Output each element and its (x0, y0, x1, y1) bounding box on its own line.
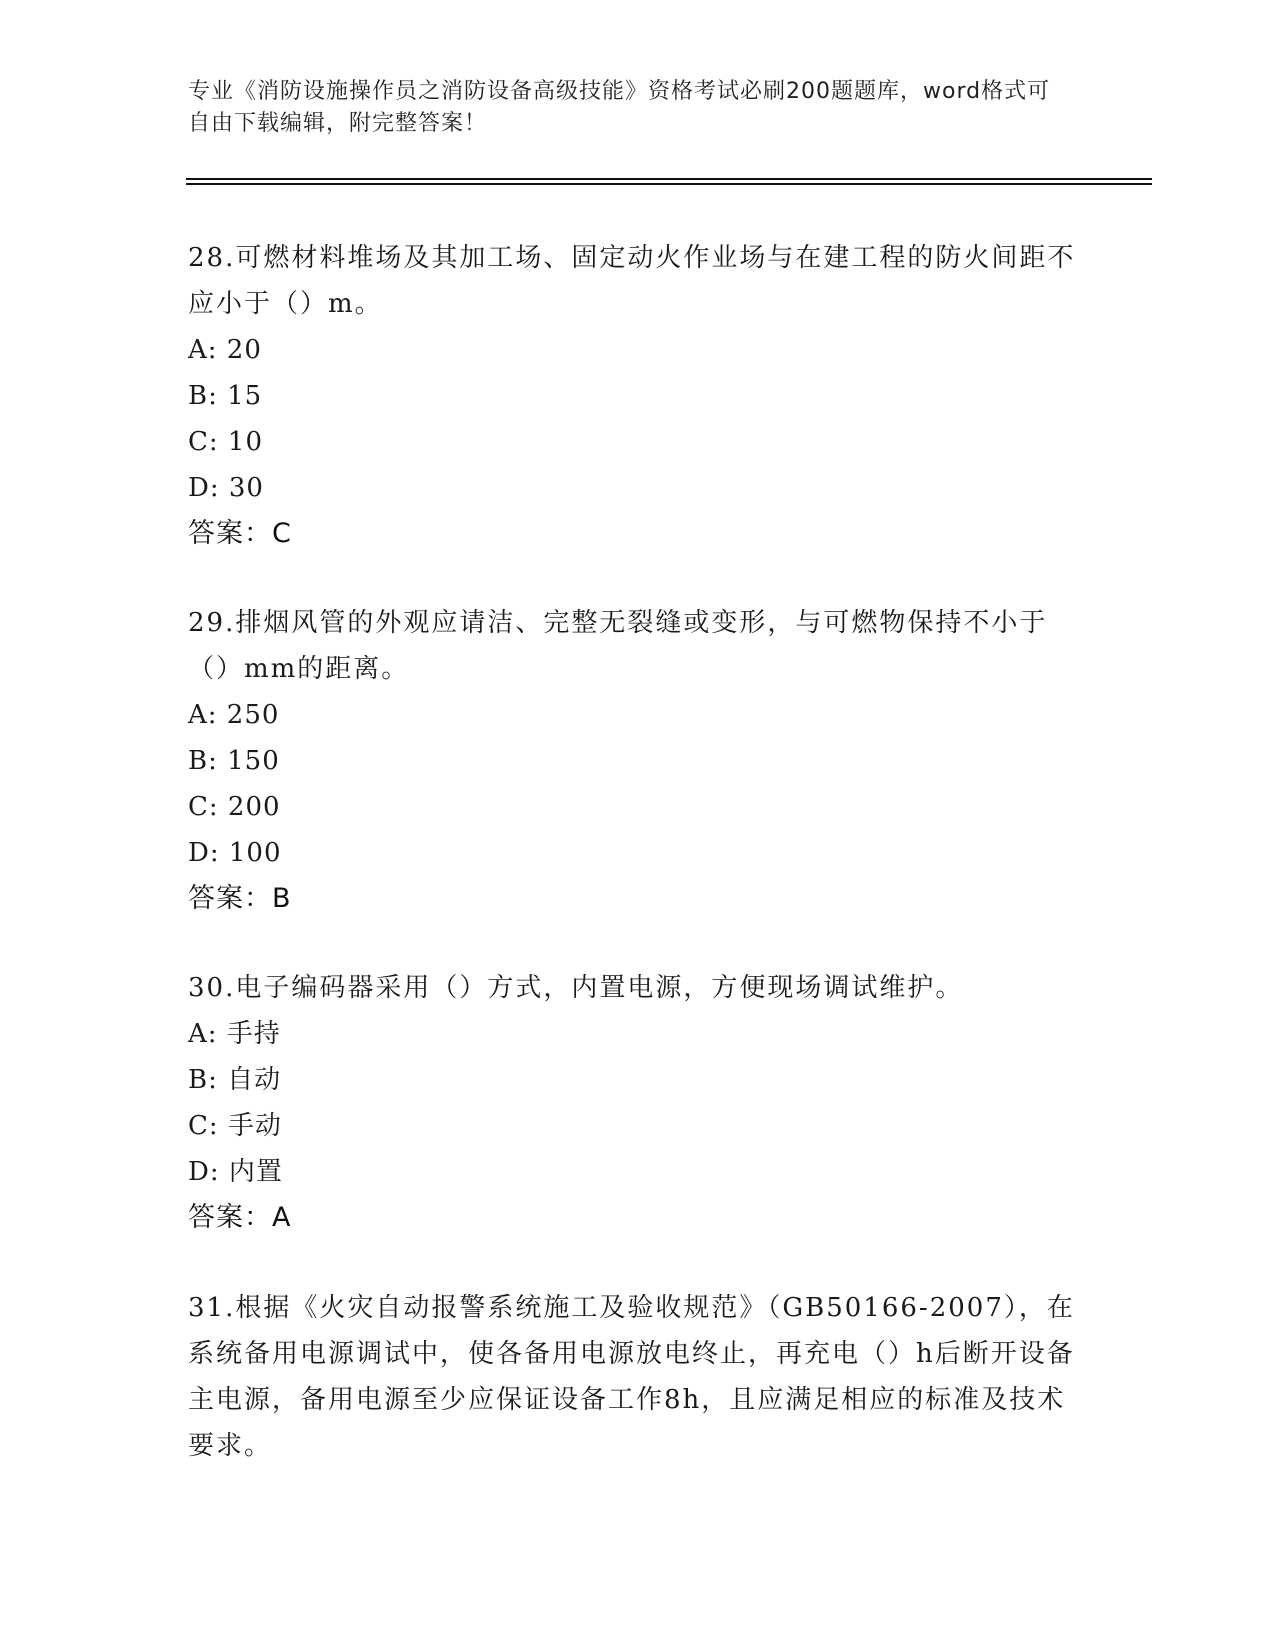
option-b: B: 自动 (188, 1065, 282, 1095)
option-c: C: 10 (188, 427, 264, 457)
answer-label: 答案：A (188, 1202, 292, 1233)
question-29 (188, 600, 1078, 922)
option-a: A: 20 (188, 335, 262, 365)
question-stem: 31.根据《火灾自动报警系统施工及验收规范》（GB50166-2007），在系统备用电源调试中，使各备用电源放电终止，再充电（）h后断开设备主电源，备用电源至少应保证设备工作8h，且应满足相应的标准及技术要求。 (188, 1293, 1075, 1461)
question-31 (188, 1285, 1078, 1469)
header-divider-top (186, 178, 1152, 180)
question-28 (188, 235, 1078, 557)
document-header: 专业《消防设施操作员之消防设备高级技能》资格考试必刷200题题库，word格式可自由下载编辑，附完整答案！ (188, 79, 1051, 136)
option-d: D: 30 (188, 473, 264, 503)
option-d: D: 100 (188, 838, 282, 868)
option-a: A: 手持 (188, 1019, 281, 1049)
question-30 (188, 965, 1078, 1241)
option-a: A: 250 (188, 700, 280, 730)
answer-label: 答案：B (188, 883, 292, 914)
option-c: C: 200 (188, 792, 281, 822)
header-divider-bottom (186, 183, 1152, 185)
option-b: B: 150 (188, 746, 280, 776)
option-d: D: 内置 (188, 1157, 283, 1187)
question-stem: 29.排烟风管的外观应请洁、完整无裂缝或变形，与可燃物保持不小于（）mm的距离。 (188, 608, 1048, 684)
question-stem: 28.可燃材料堆场及其加工场、固定动火作业场与在建工程的防火间距不应小于（）m。 (188, 243, 1076, 319)
answer-label: 答案：C (188, 518, 292, 549)
question-stem: 30.电子编码器采用（）方式，内置电源，方便现场调试维护。 (188, 973, 964, 1003)
option-b: B: 15 (188, 381, 263, 411)
option-c: C: 手动 (188, 1111, 282, 1141)
